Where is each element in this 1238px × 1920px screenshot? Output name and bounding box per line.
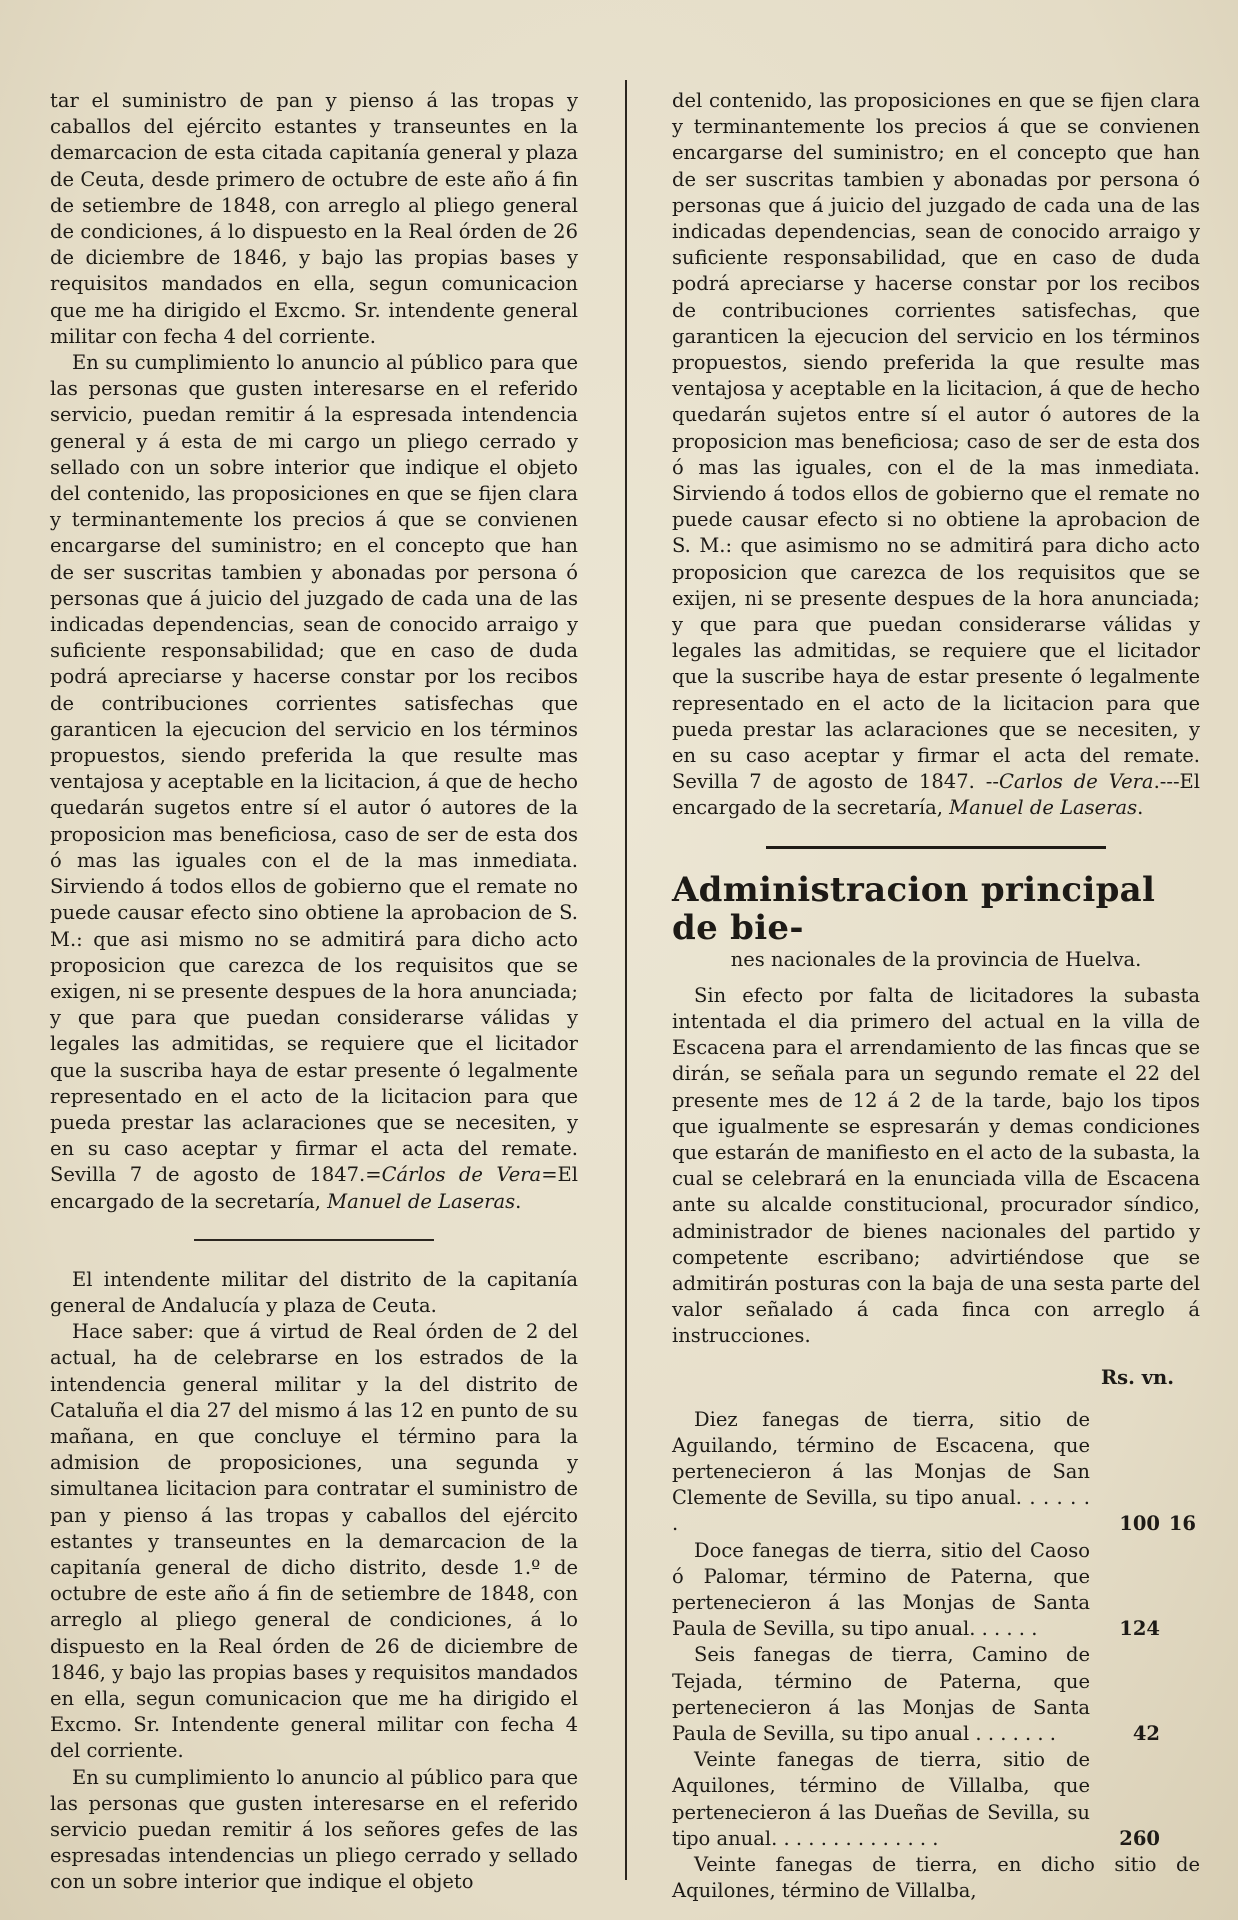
signature-carlos-de-vera-2: Carlos de Vera	[998, 770, 1154, 794]
amount-reales: 124	[1119, 1617, 1160, 1641]
signature-manuel-de-laseras-2: Manuel de Laseras	[949, 796, 1138, 820]
amount-reales: 42	[1132, 1721, 1160, 1745]
section-rule-thick	[766, 846, 1106, 849]
section-title: Administracion principal de bie-	[672, 869, 1156, 948]
amount-vellon: 16	[1168, 1512, 1196, 1536]
list-item: Seis fanegas de tierra, Camino de Tejada, término de Paterna, que pertenecieron á las Monjas de Santa Paula de Sevilla, su tipo anual . . . . . . . 42	[672, 1642, 1200, 1747]
left-paragraph-1: tar el suministro de pan y pienso á las tropas y caballos del ejército estantes y transeuntes en la demarcacion de esta citada capitanía general y plaza de Ceuta, desde primero de octubre de este año á fin de setiembre de 1848, con arreglo al pliego general de condiciones, á lo dispuesto en la Real órden de 26 de diciembre de 1846, y bajo las propias bases y requisitos mandados en ella, segun comunicacion que me ha dirigido el Excmo. Sr. intendente general militar con fecha 4 del corriente.	[50, 89, 578, 348]
left-column	[50, 88, 578, 1896]
section-rule	[194, 1239, 434, 1241]
signature-carlos-de-vera: Cárlos de Vera	[381, 1163, 542, 1187]
left-paragraph-4: Hace saber: que á virtud de Real órden de 2 del actual, ha de celebrarse en los estrados de la intendencia general militar y la del distrito de Cataluña el dia 27 del mismo á las 12 en punto de su mañana, en que concluye el término para la admision de proposiciones, una segunda y simultanea licitacion para contratar el suministro de pan y pienso á las tropas y caballos del ejército estantes y transeuntes en la demarcacion de la capitanía general de dicho distrito, desde 1.º de octubre de este año á fin de setiembre de 1848, con arreglo al pliego general de condiciones, á lo dispuesto en la Real órden de 26 de diciembre de 1846, y bajo las propias bases y requisitos mandados en ella, segun comunicacion que me ha dirigido el Excmo. Sr. Intendente general militar con fecha 4 del corriente.	[50, 1320, 578, 1763]
list-item: Veinte fanegas de tierra, sitio de Aquilones, término de Villalba, que pertenecieron á las Dueñas de Sevilla, su tipo anual. . . . . . . . . . . . . . 260	[672, 1747, 1200, 1852]
list-item: Diez fanegas de tierra, sitio de Aguilando, término de Escacena, que pertenecieron á las Monjas de San Clemente de Sevilla, su tipo anual. . . . . . . 100 16	[672, 1407, 1200, 1538]
list-item: Doce fanegas de tierra, sitio del Caoso ó Palomar, término de Paterna, que pertenecieron á las Monjas de Santa Paula de Sevilla, su tipo anual. . . . . . 124	[672, 1538, 1200, 1643]
amount-reales: 100	[1119, 1512, 1160, 1536]
left-paragraph-2: En su cumplimiento lo anuncio al público para que las personas que gusten interesarse en el referido servicio, puedan remitir á la espresada intendencia general y á esta de mi cargo un pliego cerrado y sellado con un sobre interior que indique el objeto del contenido, las proposiciones en que se fijen clara y terminantemente los precios á que se convienen encargarse del suministro; en el concepto que han de ser suscritas tambien y abonadas por persona ó personas que á juicio del juzgado de cada una de las indicadas dependencias, sean de conocido arraigo y suficiente responsabilidad; que en caso de duda podrá apreciarse y hacerse constar por los recibos de contribuciones corrientes satisfechas que garanticen la ejecucion del servicio en los términos propuestos, siendo preferida la que resulte mas ventajosa y aceptable en la licitacion, á que de hecho quedarán sugetos entre sí el autor ó autores de la proposicion mas beneficiosa, caso de ser de esta dos ó mas las iguales con el de la mas inmediata. Sirviendo á todos ellos de gobierno que el remate no puede causar efecto sino obtiene la aprobacion de S. M.: que asi mismo no se admitirá para dicho acto proposicion que carezca de los requisitos que se exigen, ni se presente despues de la hora anunciada; y que para que puedan considerarse válidas y legales las admitidas, se requiere que el licitador que la suscriba haya de estar presente ó legalmente representado en el acto de la licitacion para que pueda prestar las aclaraciones que se necesiten, y en su caso aceptar y firmar el acta del remate. Sevilla 7 de agosto de 1847.=Cárlos de Vera=El encargado de la secretaría, Manuel de Laseras.	[50, 351, 578, 1213]
currency-header: Rs. vn.	[1100, 1365, 1174, 1389]
notice-heading: El intendente militar del distrito de la capitanía general de Andalucía y plaza de Ceuta.	[50, 1267, 578, 1317]
amount-reales: 260	[1119, 1826, 1160, 1850]
list-item: Veinte fanegas de tierra, en dicho sitio de Aquilones, término de Villalba,	[672, 1852, 1200, 1903]
auction-notice: Sin efecto por falta de licitadores la subasta intentada el dia primero del actual en la villa de Escacena para el arrendamiento de las fincas que se dirán, se señala para un segundo remate el 22 del presente mes de 12 á 2 de la tarde, bajo los tipos que igualmente se espresarán y demas condiciones que estarán de manifiesto en el acto de la subasta, la cual se celebrará en la enunciada villa de Escacena ante su alcalde constitucional, procurador síndico, administrador de bienes nacionales del partido y competente escribano; advirtiéndose que se admitirán posturas con la baja de una sesta parte del valor señalado á cada finca con arreglo á instrucciones.	[672, 983, 1200, 1348]
right-column	[672, 88, 1200, 1904]
section-subtitle: nes nacionales de la provincia de Huelva.	[730, 947, 1142, 971]
left-paragraph-5: En su cumplimiento lo anuncio al público para que las personas que gusten interesarse en el referido servicio puedan remitir á los señores gefes de las espresadas intendencias un pliego cerrado y sellado con un sobre interior que indique el objeto	[50, 1765, 578, 1894]
signature-manuel-de-laseras: Manuel de Laseras	[327, 1189, 516, 1213]
right-paragraph-1: del contenido, las proposiciones en que se fijen clara y terminantemente los precios á que se convienen encargarse del suministro; en el concepto que han de ser suscritas tambien y abonadas por persona ó personas que á juicio del juzgado de cada una de las indicadas dependencias, sean de conocido arraigo y suficiente responsabilidad, que en caso de duda podrá apreciarse y hacerse constar por los recibos de contribuciones corrientes satisfechas, que garanticen la ejecucion del servicio en los términos propuestos, siendo preferida la que resulte mas ventajosa y aceptable en la licitacion, á que de hecho quedarán sujetos entre sí el autor ó autores de la proposicion mas beneficiosa; caso de ser de esta dos ó mas las iguales, con el de la mas inmediata. Sirviendo á todos ellos de gobierno que el remate no puede causar efecto si no obtiene la aprobacion de S. M.: que asimismo no se admitirá para dicho acto proposicion que carezca de los requisitos que se exijen, ni se presente despues de la hora anunciada; y que para que puedan considerarse válidas y legales las admitidas, se requiere que el licitador que la suscribe haya de estar presente ó legalmente representado en el acto de la licitacion para que pueda prestar las aclaraciones que se necesiten, y en su caso aceptar y firmar el acta del remate. Sevilla 7 de agosto de 1847. --Carlos de Vera.---El encargado de la secretaría, Manuel de Laseras.	[672, 89, 1200, 820]
column-divider	[625, 80, 627, 1880]
